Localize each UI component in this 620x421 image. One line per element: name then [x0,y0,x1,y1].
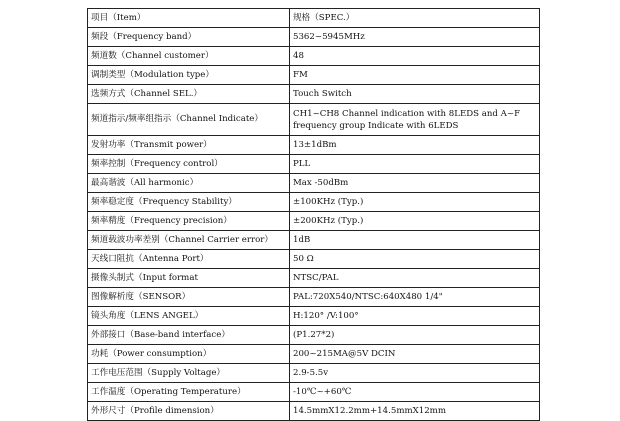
spec-key: 频率稳定度（Frequency Stability） [88,193,290,212]
spec-key: 频道指示/频率组指示（Channel Indicate） [88,104,290,136]
table-row [88,155,540,174]
table-row [88,364,540,383]
table-row [88,193,540,212]
table-row [88,47,540,66]
spec-value: Touch Switch [290,85,540,104]
table-row [88,250,540,269]
spec-value: 13±1dBm [290,136,540,155]
spec-value: Max -50dBm [290,174,540,193]
spec-value: -10℃~+60℃ [290,383,540,402]
spec-key: 最高谐波（All harmonic） [88,174,290,193]
spec-key: 频率控制（Frequency control） [88,155,290,174]
table-row [88,288,540,307]
spec-key: 选频方式（Channel SEL.） [88,85,290,104]
table-row [88,231,540,250]
spec-value: H:120° /V:100° [290,307,540,326]
table-row [88,28,540,47]
spec-value: 200~215MA@5V DCIN [290,345,540,364]
spec-key: 外部接口（Base-band interface） [88,326,290,345]
spec-value: (P1.27*2) [290,326,540,345]
spec-key: 频道载波功率差别（Channel Carrier error） [88,231,290,250]
spec-value: ±100KHz (Typ.) [290,193,540,212]
spec-key: 频段（Frequency band） [88,28,290,47]
table-row [88,9,540,28]
spec-key: 工作电压范围（Supply Voltage） [88,364,290,383]
spec-key: 频率精度（Frequency precision） [88,212,290,231]
spec-value: CH1~CH8 Channel indication with 8LEDS and A~F frequency group Indicate with 6LEDS [290,104,540,136]
spec-value: 规格（SPEC.） [290,9,540,28]
spec-key: 调制类型（Modulation type） [88,66,290,85]
spec-value: 48 [290,47,540,66]
spec-key: 图像解析度（SENSOR） [88,288,290,307]
spec-value: ±200KHz (Typ.) [290,212,540,231]
spec-key: 外形尺寸（Profile dimension） [88,402,290,421]
spec-key: 发射功率（Transmit power） [88,136,290,155]
table-row [88,136,540,155]
spec-key: 项目（Item） [88,9,290,28]
table-row [88,66,540,85]
table-row [88,402,540,421]
spec-value: 5362~5945MHz [290,28,540,47]
table-row [88,383,540,402]
table-row [88,269,540,288]
spec-value: FM [290,66,540,85]
spec-key: 镜头角度（LENS ANGEL） [88,307,290,326]
table-row [88,85,540,104]
spec-value: 1dB [290,231,540,250]
table-row [88,174,540,193]
spec-value: PLL [290,155,540,174]
spec-value: PAL:720X540/NTSC:640X480 1/4" [290,288,540,307]
spec-key: 天线口阻抗（Antenna Port） [88,250,290,269]
table-row [88,307,540,326]
spec-key: 工作温度（Operating Temperature） [88,383,290,402]
spec-value: 14.5mmX12.2mm+14.5mmX12mm [290,402,540,421]
table-row [88,212,540,231]
spec-key: 频道数（Channel customer） [88,47,290,66]
spec-value: NTSC/PAL [290,269,540,288]
table-row [88,104,540,136]
spec-table [87,8,540,421]
spec-value: 50 Ω [290,250,540,269]
spec-key: 功耗（Power consumption） [88,345,290,364]
spec-value: 2.9-5.5v [290,364,540,383]
table-row [88,345,540,364]
table-row [88,326,540,345]
spec-key: 摄像头制式（Input format [88,269,290,288]
